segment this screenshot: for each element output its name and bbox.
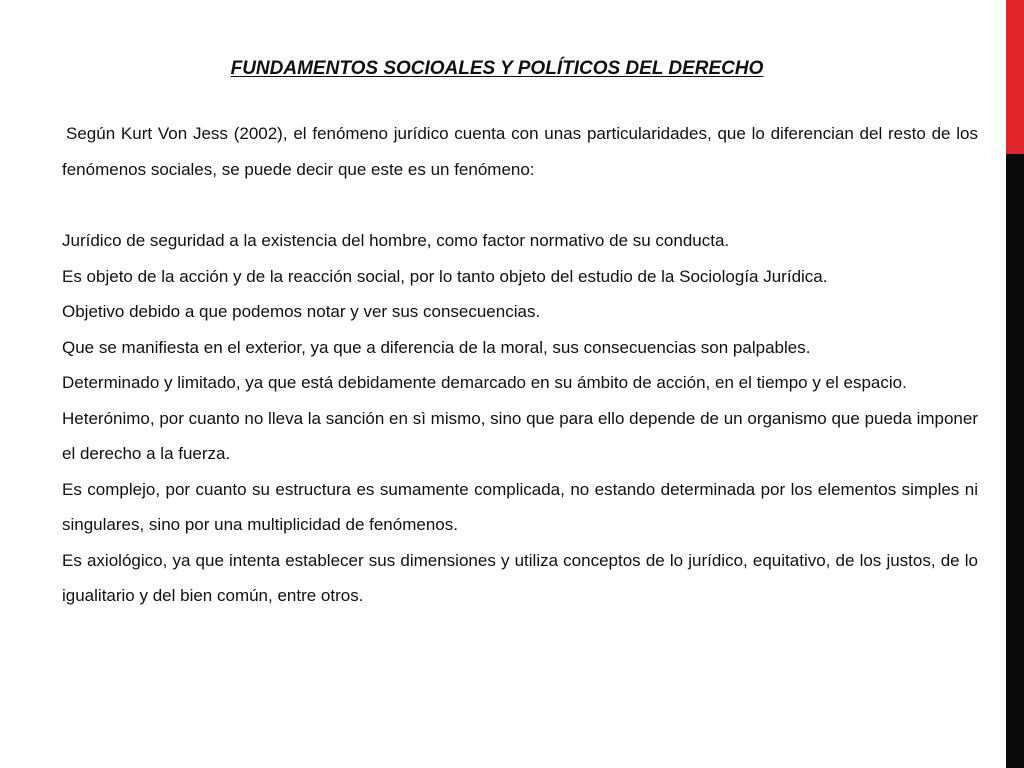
list-item: Es axiológico, ya que intenta establecer sus dimensiones y utiliza conceptos de lo jurídico, equitativo, de los justos, de lo igualitario y del bien común, entre otros.: [62, 550, 978, 605]
list-item: Es objeto de la acción y de la reacción social, por lo tanto objeto del estudio de la Sociología Jurídica.: [62, 266, 828, 286]
side-bar-black-segment: [1006, 154, 1024, 768]
slide-side-bar: [1006, 0, 1024, 768]
intro-paragraph: Según Kurt Von Jess (2002), el fenómeno jurídico cuenta con unas particularidades, que lo diferencian del resto de los fenómenos sociales, se puede decir que este es un fenómeno:: [62, 124, 978, 179]
paragraph-spacer: [62, 187, 978, 223]
list-item: Jurídico de seguridad a la existencia del hombre, como factor normativo de su conducta.: [62, 231, 730, 250]
slide-body: [62, 116, 978, 614]
list-item: Que se manifiesta en el exterior, ya que a diferencia de la moral, sus consecuencias son palpables.: [62, 337, 811, 357]
list-item: Heterónimo, por cuanto no lleva la sanción en sì mismo, sino que para ello depende de un organismo que pueda imponer el derecho a la fuerza.: [62, 408, 978, 463]
side-bar-red-segment: [1006, 0, 1024, 154]
list-item: Determinado y limitado, ya que está debidamente demarcado en su ámbito de acción, en el tiempo y el espacio.: [62, 373, 907, 392]
slide-title: FUNDAMENTOS SOCIOALES Y POLÍTICOS DEL DERECHO: [230, 58, 764, 79]
list-item: Objetivo debido a que podemos notar y ver sus consecuencias.: [62, 302, 541, 321]
list-item: Es complejo, por cuanto su estructura es sumamente complicada, no estando determinada por los elementos simples ni singulares, sino por una multiplicidad de fenómenos.: [62, 479, 978, 534]
